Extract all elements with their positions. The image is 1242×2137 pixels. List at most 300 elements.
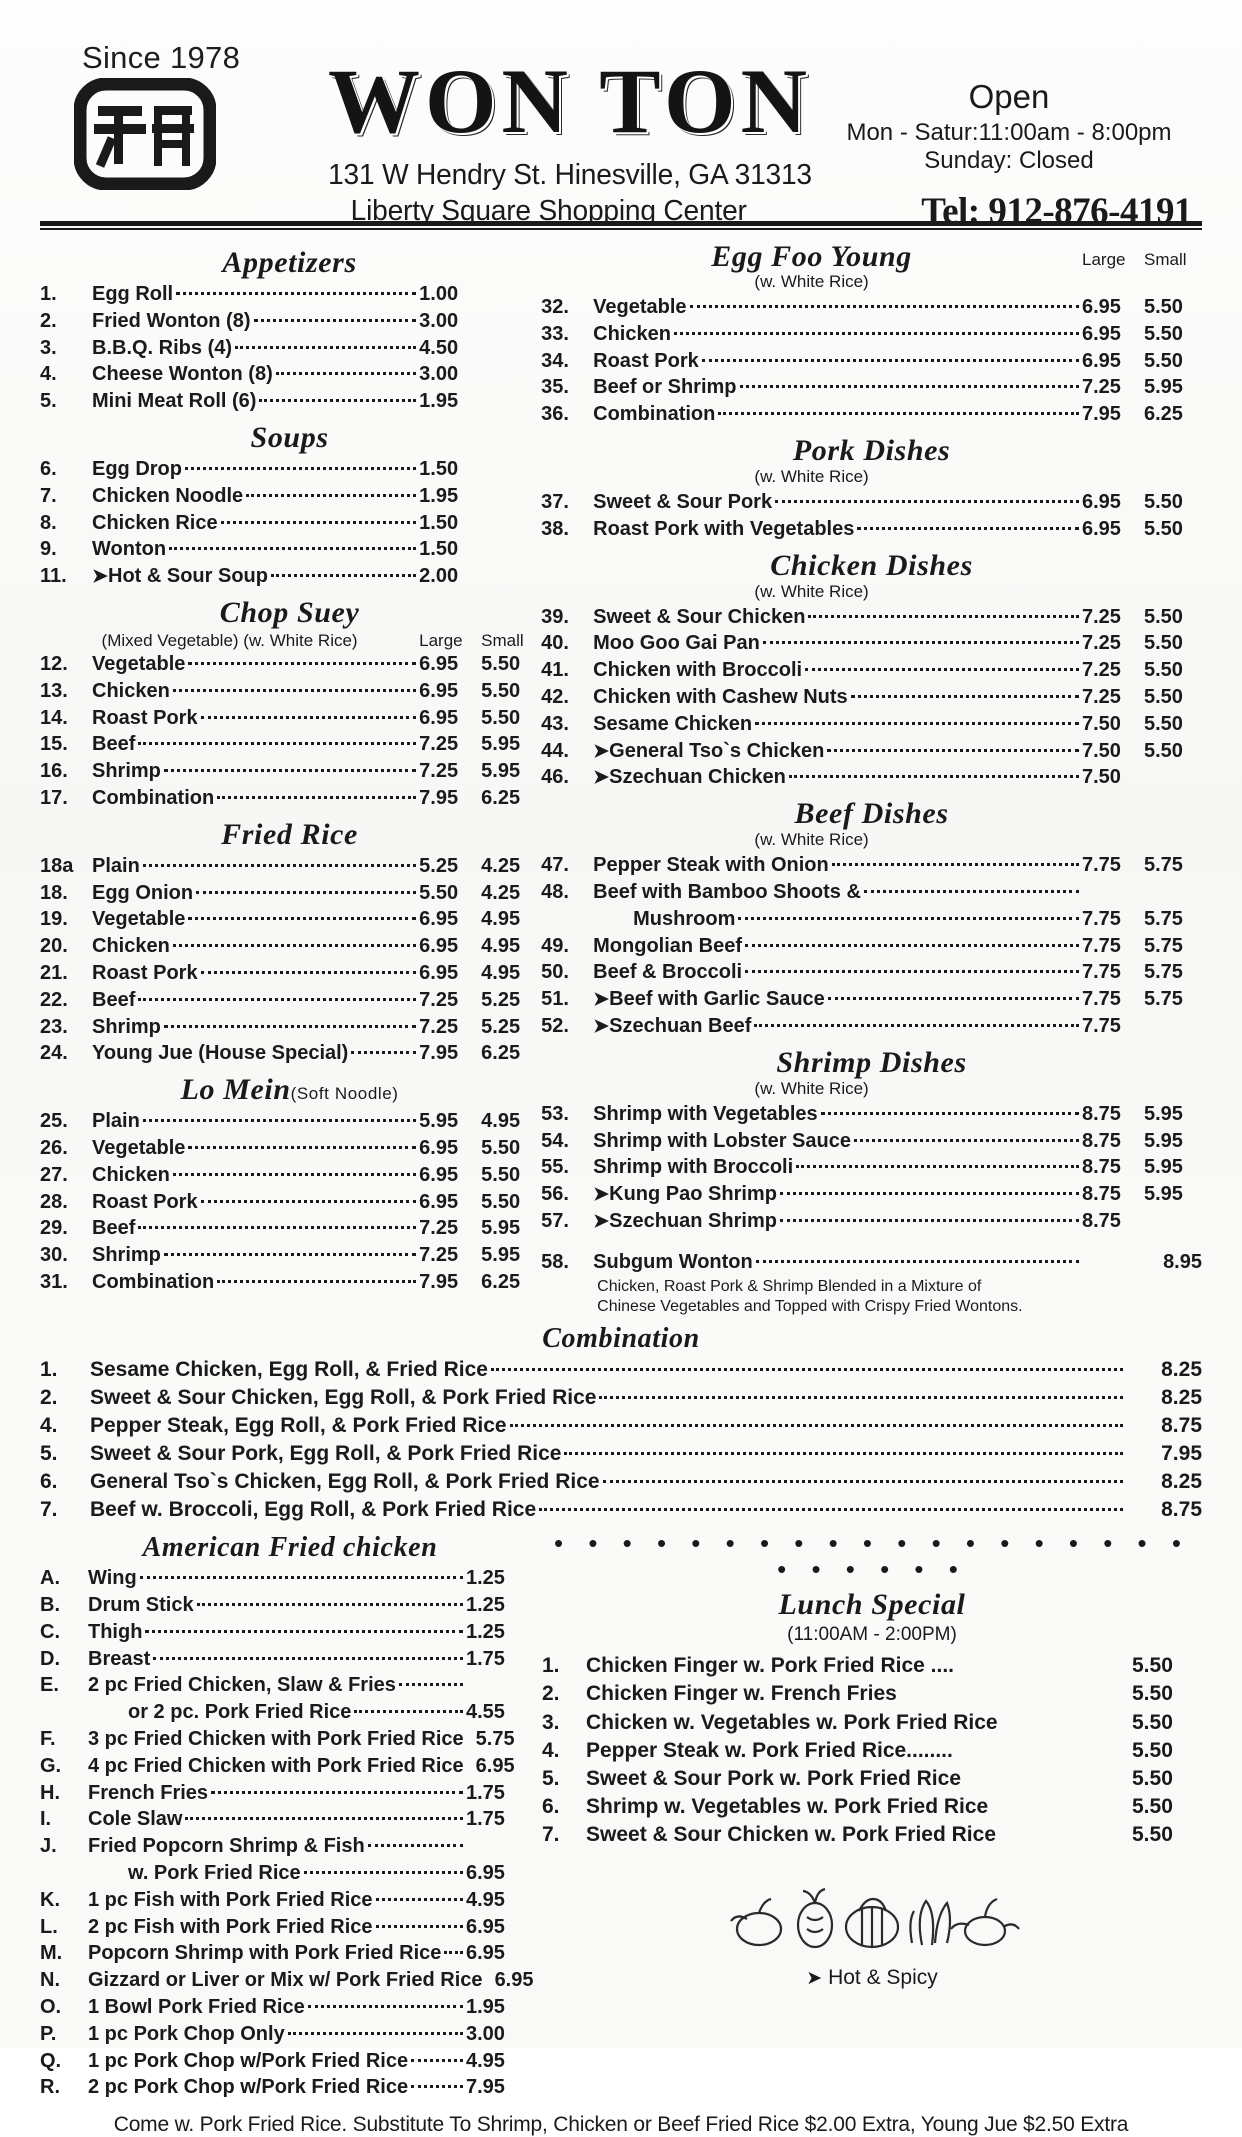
leader-dots [368, 1844, 463, 1847]
item-price-large: 8.75 [1161, 1498, 1202, 1522]
subgum-note-line-2: Chinese Vegetables and Topped with Crispy Fried Wontons. [597, 1298, 1023, 1316]
item-price-large: 8.75 [1082, 1129, 1121, 1152]
item-name: B.B.Q. Ribs (4) [92, 336, 233, 359]
menu-item-row [40, 987, 539, 1014]
leader-dots [851, 695, 1079, 698]
item-price-small: 5.50 [1144, 296, 1183, 318]
item-name: Egg Roll [92, 283, 174, 305]
item-name: Egg Drop [92, 457, 182, 480]
menu-item-row [541, 374, 1202, 401]
item-number: A. [40, 1567, 60, 1590]
item-price-large: 6.95 [419, 1190, 459, 1213]
item-price-small: 5.75 [1144, 961, 1183, 984]
item-number: 4. [40, 363, 57, 386]
item-name: French Fries [88, 1781, 209, 1804]
address-line-2: Liberty Square Shopping Center [350, 195, 747, 228]
item-price-large: 4.50 [419, 336, 459, 359]
item-price-large: 6.95 [1082, 517, 1121, 540]
item-price-large: 7.75 [1082, 907, 1121, 930]
item-name: 2 pc Fried Chicken, Slaw & Fries [88, 1674, 396, 1697]
item-name: 1 pc Pork Chop w/Pork Fried Rice [88, 2049, 409, 2072]
menu-item-row [541, 986, 1202, 1013]
item-price-small: 5.50 [1144, 517, 1183, 540]
item-price-large: 4.95 [466, 2049, 505, 2072]
list-fried-rice [40, 853, 539, 1067]
item-price-large: 6.95 [419, 961, 459, 984]
menu-item-row [40, 880, 539, 907]
menu-item-row [40, 1014, 539, 1041]
chili-pepper-icon: ➤ [593, 1210, 610, 1232]
item-price-large: 6.95 [1082, 349, 1121, 372]
chili-pepper-icon: ➤ [92, 566, 108, 588]
item-number: 41. [541, 659, 569, 682]
item-number: B. [40, 1594, 60, 1617]
item-name: Roast Pork with Vegetables [593, 517, 855, 540]
item-number: 43. [541, 712, 569, 735]
lo-mein-subtitle: (Soft Noodle) [290, 1084, 399, 1104]
item-name: Shrimp with Vegetables [593, 1102, 818, 1125]
col-small-label-right: Small [1144, 250, 1187, 269]
list-chop-suey [40, 651, 539, 812]
list-combination [40, 1356, 1202, 1525]
menu-item-row [40, 510, 539, 537]
leader-dots [864, 890, 1079, 893]
leader-dots [376, 1898, 463, 1901]
item-price-large: 1.95 [419, 390, 459, 413]
leader-dots [808, 615, 1079, 618]
item-price-large: 1.25 [466, 1567, 505, 1590]
american-fried-chicken-section [40, 1526, 540, 2101]
leader-dots [138, 742, 416, 745]
item-name: Pepper Steak with Onion [593, 854, 829, 877]
item-price-large: 7.25 [1082, 685, 1121, 708]
item-number: G. [40, 1754, 62, 1777]
leader-dots [738, 917, 1079, 920]
item-price-large: 5.50 [1132, 1738, 1173, 1762]
menu-item-row [40, 1215, 539, 1242]
list-shrimp-dishes [541, 1101, 1202, 1235]
menu-item-row [40, 1040, 539, 1067]
item-name: Beef or Shrimp [593, 376, 737, 399]
chili-pepper-icon: ➤ [593, 1184, 610, 1206]
section-title-american-fried-chicken: American Fried chicken [142, 1532, 438, 1564]
item-number: 48. [541, 880, 569, 903]
item-price-small: 4.95 [481, 908, 521, 931]
item-number: 49. [541, 934, 569, 957]
item-price-large: 5.50 [1132, 1710, 1173, 1734]
item-name: Chicken [92, 935, 170, 958]
menu-item-row [40, 536, 539, 563]
item-name: Mongolian Beef [593, 934, 743, 957]
item-number: 25. [40, 1110, 68, 1133]
section-title-shrimp-dishes: Shrimp Dishes [776, 1045, 967, 1079]
leader-dots [201, 1200, 417, 1203]
subgum-name: Subgum Wonton [593, 1250, 753, 1273]
item-name: 1 pc Pork Chop Only [88, 2022, 285, 2045]
phone-number: Tel: 912-876-4191 [921, 191, 1192, 232]
chop-suey-header [40, 631, 539, 651]
item-name: Cole Slaw [88, 1808, 183, 1831]
left-column [40, 240, 539, 1317]
menu-item-row [541, 489, 1202, 516]
item-number: 13. [40, 679, 68, 702]
item-price-large: 5.50 [1132, 1654, 1173, 1678]
menu-item-row [40, 308, 539, 335]
menu-item-row [40, 281, 539, 308]
item-price-large: 5.50 [1132, 1682, 1173, 1706]
item-name: Shrimp [92, 1015, 161, 1038]
menu-item-row [541, 711, 1202, 738]
lo-mein-title-text: Lo Mein [180, 1073, 291, 1107]
item-price-large: 6.95 [466, 1915, 505, 1938]
menu-item-row [40, 758, 539, 785]
item-name: Beef [92, 988, 136, 1011]
item-number: J. [40, 1835, 57, 1858]
menu-item-row [541, 1128, 1202, 1155]
item-name: Szechuan Chicken [609, 766, 786, 789]
item-price-large: 7.95 [419, 786, 459, 809]
menu-item-row [541, 1013, 1202, 1040]
item-price-large: 6.95 [1082, 296, 1121, 318]
combination-section [40, 1323, 1202, 1525]
item-name: w. Pork Fried Rice [128, 1862, 301, 1885]
section-title-beef-dishes: Beef Dishes [794, 797, 949, 831]
item-price-large: 7.25 [419, 733, 459, 756]
item-name: Beef & Broccoli [593, 961, 743, 984]
item-number: 17. [40, 786, 68, 809]
menu-item-row [40, 1496, 1202, 1524]
item-name: Sweet & Sour Pork, Egg Roll, & Pork Fried Rice [90, 1441, 562, 1465]
item-price-large: 1.95 [466, 1996, 505, 2019]
item-number: 40. [541, 632, 569, 655]
item-number: 5. [542, 1766, 560, 1790]
menu-item-row [40, 483, 539, 510]
menu-item-row [40, 1672, 540, 1699]
item-price-small: 5.50 [1144, 659, 1183, 682]
item-price-small: 5.50 [1144, 490, 1183, 513]
item-price-small: 5.75 [1144, 907, 1183, 930]
leader-dots [828, 997, 1079, 1000]
list-lo-mein [40, 1108, 539, 1296]
leader-dots [745, 944, 1079, 947]
item-name: Gizzard or Liver or Mix w/ Pork Fried Rice [88, 1969, 483, 1992]
item-name: Combination [92, 786, 215, 809]
item-price-large: 7.25 [419, 1217, 459, 1240]
item-price-large: 1.75 [466, 1808, 505, 1831]
leader-dots [827, 749, 1079, 752]
item-name: Wing [88, 1567, 137, 1590]
item-price-small: 5.95 [481, 760, 521, 783]
leader-dots [217, 796, 416, 799]
item-price-small: 5.95 [481, 733, 521, 756]
menu-item-row [40, 933, 539, 960]
leader-dots [354, 1710, 463, 1713]
leader-dots [564, 1452, 1123, 1455]
leader-dots [173, 1173, 416, 1176]
item-price-small: 6.25 [1144, 403, 1183, 426]
item-number: 57. [541, 1209, 569, 1232]
item-number: 42. [541, 685, 569, 708]
open-label: Open [968, 78, 1050, 115]
menu-item-row [40, 1833, 540, 1860]
item-number: 31. [40, 1270, 68, 1293]
item-price-large: 4.95 [466, 1888, 505, 1911]
item-number: 5. [40, 390, 57, 413]
item-name: Cheese Wonton (8) [92, 363, 273, 386]
leader-dots [756, 1260, 1079, 1263]
col-large-label-right: Large [1082, 250, 1126, 269]
menu-item-row [40, 1269, 539, 1296]
menu-item-row [40, 2074, 540, 2101]
egg-foo-young-subtitle: (w. White Rice) [754, 272, 869, 291]
menu-item-row [541, 1208, 1202, 1235]
item-price-small: 6.25 [481, 1042, 521, 1065]
leader-dots [276, 372, 416, 375]
leader-dots [854, 1139, 1079, 1142]
menu-item-row [40, 335, 539, 362]
leader-dots [143, 864, 416, 867]
leader-dots [188, 1146, 416, 1149]
menu-item-row [40, 1887, 540, 1914]
menu-item-row [40, 1135, 539, 1162]
item-price-small: 5.95 [1144, 1129, 1183, 1152]
item-price-large: 3.00 [419, 363, 459, 386]
chili-pepper-icon: ➤ [593, 989, 610, 1011]
item-price-large: 7.25 [1082, 659, 1121, 682]
item-name: Beef [92, 1217, 136, 1240]
item-price-small: 5.95 [481, 1217, 521, 1240]
leader-dots [164, 769, 416, 772]
lunch-special-section [542, 1526, 1202, 2101]
item-number: 35. [541, 376, 569, 399]
item-name: Roast Pork [92, 961, 198, 984]
item-name: Shrimp with Broccoli [593, 1156, 794, 1179]
item-price-large: 7.75 [1082, 1014, 1121, 1037]
item-name: Vegetable [92, 908, 186, 931]
item-price-large: 6.95 [419, 935, 459, 958]
menu-item-row [40, 1780, 540, 1807]
item-number: 18a [40, 854, 74, 877]
section-title-lo-mein [40, 1073, 539, 1107]
item-number: 3. [40, 336, 57, 359]
item-name: Sweet & Sour Chicken, Egg Roll, & Pork Fried Rice [90, 1385, 597, 1409]
leader-dots [745, 970, 1079, 973]
item-name: Beef with Bamboo Shoots & [593, 880, 861, 903]
leader-dots [169, 547, 416, 550]
item-name: Drum Stick [88, 1594, 194, 1617]
item-name: Roast Pork [92, 706, 198, 729]
item-name: General Tso`s Chicken [609, 739, 825, 762]
item-price-large: 7.95 [419, 1042, 459, 1065]
item-price-large: 3.00 [419, 309, 459, 332]
item-number: 5. [40, 1441, 58, 1465]
leader-dots [444, 1951, 463, 1954]
item-number: 4. [40, 1413, 58, 1437]
address-line-1: 131 W Hendry St. Hinesville, GA 31313 [328, 159, 812, 192]
item-number: 23. [40, 1015, 68, 1038]
item-name: Chicken Rice [92, 511, 218, 534]
section-title-egg-foo-young: Egg Foo Young [711, 240, 912, 273]
item-number: 27. [40, 1163, 68, 1186]
menu-item-row [40, 1592, 540, 1619]
menu-item-row [541, 852, 1202, 879]
leader-dots [164, 1253, 416, 1256]
list-soups [40, 456, 539, 590]
item-name: Vegetable [593, 296, 687, 318]
item-price-small: 5.50 [1144, 349, 1183, 372]
leader-dots [246, 494, 416, 497]
item-number: 1. [542, 1654, 560, 1678]
item-name: Sweet & Sour Chicken w. Pork Fried Rice [586, 1823, 997, 1847]
item-number: 32. [541, 296, 569, 318]
menu-item-row [40, 705, 539, 732]
leader-dots [351, 1051, 416, 1054]
leader-dots [740, 385, 1080, 388]
item-price-large: 7.25 [419, 1015, 459, 1038]
item-price-large: 8.75 [1082, 1209, 1121, 1232]
item-number: 2. [542, 1682, 560, 1706]
leader-dots [796, 1165, 1079, 1168]
item-price-large: 7.95 [466, 2076, 505, 2099]
subgum-number: 58. [541, 1250, 569, 1273]
col-small-label: Small [481, 630, 524, 650]
item-price-large: 5.75 [475, 1728, 515, 1751]
item-name: Moo Goo Gai Pan [593, 632, 760, 655]
item-price-large: 6.95 [475, 1754, 515, 1777]
item-name: Vegetable [92, 652, 186, 675]
item-number: I. [40, 1808, 52, 1831]
item-price-large: 1.25 [466, 1594, 505, 1617]
menu-item-row [40, 1242, 539, 1269]
leader-dots [304, 1871, 463, 1874]
item-name: 3 pc Fried Chicken with Pork Fried Rice [88, 1728, 464, 1751]
item-price-large: 1.00 [419, 283, 459, 305]
item-number: 19. [40, 908, 68, 931]
since-label: Since 1978 [82, 40, 241, 75]
item-number: 33. [541, 322, 569, 345]
list-american-fried-chicken [40, 1565, 540, 2101]
item-number: 18. [40, 881, 68, 904]
item-name: Chicken Finger w. Pork Fried Rice .... [586, 1654, 954, 1678]
item-name: Mushroom [633, 907, 736, 930]
item-price-large: 7.50 [1082, 712, 1121, 735]
item-name: Fried Popcorn Shrimp & Fish [88, 1835, 365, 1858]
menu-item-row [40, 1994, 540, 2021]
item-price-large: 7.50 [1082, 739, 1121, 762]
leader-dots [755, 722, 1079, 725]
item-price-large: 8.75 [1161, 1413, 1202, 1437]
item-name: Szechuan Beef [609, 1014, 752, 1037]
item-price-large: 7.25 [419, 1244, 459, 1267]
item-price-large: 7.75 [1082, 854, 1121, 877]
item-number: H. [40, 1781, 60, 1804]
item-number: 44. [541, 739, 569, 762]
menu-item-row [40, 1384, 1202, 1412]
hours-block [824, 78, 1194, 176]
item-name: Beef [92, 733, 136, 756]
item-number: 12. [40, 652, 68, 675]
item-number: E. [40, 1674, 59, 1697]
leader-dots [197, 1603, 463, 1606]
vegetable-illustration-icon [542, 1867, 1202, 1962]
list-beef-dishes [541, 852, 1202, 1040]
item-name: Chicken [92, 679, 170, 702]
leader-dots [539, 1508, 1123, 1511]
item-price-large: 7.25 [1082, 605, 1121, 628]
menu-item-row [40, 651, 539, 678]
menu-item-row [40, 1412, 1202, 1440]
item-number: 22. [40, 988, 68, 1011]
item-price-small: 5.95 [1144, 1102, 1183, 1125]
item-price-large: 7.25 [1082, 376, 1121, 399]
item-price-large: 4.55 [466, 1701, 505, 1724]
menu-item-row [40, 1967, 540, 1994]
item-price-large: 6.95 [419, 1136, 459, 1159]
item-price-small: 5.95 [481, 1244, 521, 1267]
chili-pepper-icon: ➤ [593, 1015, 610, 1037]
item-price-small: 5.75 [1144, 854, 1183, 877]
item-price-small: 5.50 [481, 652, 521, 675]
menu-item-row [40, 1753, 540, 1780]
item-name: Roast Pork [92, 1190, 198, 1213]
section-title-lunch-special: Lunch Special [778, 1588, 966, 1622]
leader-dots [211, 1791, 463, 1794]
section-title-chicken-dishes: Chicken Dishes [770, 548, 973, 582]
item-price-small: 4.25 [481, 881, 521, 904]
brand-block [255, 50, 885, 228]
item-name: Plain [92, 854, 140, 877]
item-price-small: 4.25 [481, 854, 521, 877]
item-number: 6. [542, 1794, 560, 1818]
item-price-large: 6.95 [419, 908, 459, 931]
menu-item-row [541, 294, 1202, 321]
menu-item-row [541, 1154, 1202, 1181]
item-price-large: 5.95 [419, 1110, 459, 1133]
spicy-legend [542, 1966, 1202, 1990]
menu-item-row [40, 906, 539, 933]
leader-dots [775, 500, 1079, 503]
section-title-chop-suey: Chop Suey [219, 595, 360, 629]
leader-dots [718, 412, 1079, 415]
egg-foo-young-header [541, 240, 1202, 274]
item-price-small: 5.50 [1144, 712, 1183, 735]
menu-item-row [40, 388, 539, 415]
item-name: Popcorn Shrimp with Pork Fried Rice [88, 1942, 442, 1965]
menu-item-row [40, 1914, 540, 1941]
menu-item-row [541, 684, 1202, 711]
leader-dots [857, 527, 1079, 530]
item-number: 55. [541, 1156, 569, 1179]
item-price-large: 5.50 [1132, 1794, 1173, 1818]
menu-item-row [542, 1821, 1202, 1849]
leader-dots [599, 1396, 1123, 1399]
item-price-small: 5.75 [1144, 988, 1183, 1011]
item-name: Chicken Noodle [92, 484, 244, 507]
leader-dots [690, 305, 1079, 308]
leader-dots [188, 917, 416, 920]
leader-dots [173, 689, 416, 692]
item-name: Beef with Garlic Sauce [609, 988, 825, 1011]
item-price-large: 6.95 [419, 1163, 459, 1186]
item-price-large: 7.95 [1161, 1441, 1202, 1465]
item-number: 52. [541, 1014, 569, 1037]
item-number: 1. [40, 283, 57, 305]
item-name: Kung Pao Shrimp [609, 1183, 777, 1206]
item-price-large: 5.50 [1132, 1766, 1173, 1790]
item-price-large: 5.25 [419, 854, 459, 877]
item-price-small: 5.50 [1144, 322, 1183, 345]
item-number: C. [40, 1620, 60, 1643]
